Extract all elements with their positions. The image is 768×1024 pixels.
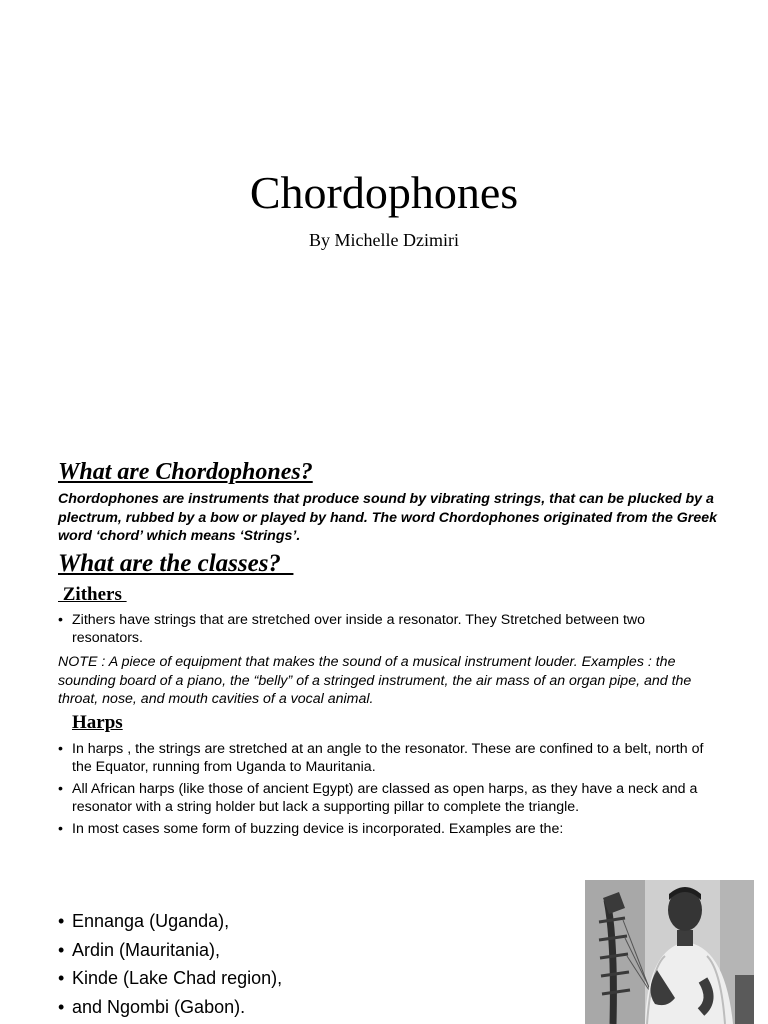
list-item-text: All African harps (like those of ancient Egypt) are classed as open harps, as they have a neck and a resonator with a string holder but lack a supporting pillar to complete the triangle. <box>72 781 698 815</box>
list-item <box>58 781 718 816</box>
list-item-text: Zithers have strings that are stretched over inside a resonator. They Stretched between two resonators. <box>72 612 646 646</box>
heading-what-are-chordophones: What are Chordophones? <box>58 459 313 485</box>
resonator-note: NOTE : A piece of equipment that makes the sound of a musical instrument louder. Examples : the sounding board of a piano, the “belly” of a stringed instrument, the air mass of an organ pipe, and the throat, nose, and mouth cavities of a vocal animal. <box>58 654 692 707</box>
list-item-text: In most cases some form of buzzing device is incorporated. Examples are the: <box>72 821 564 837</box>
bullet-marker: • <box>58 741 63 757</box>
bullet-marker: • <box>58 821 63 837</box>
list-item-text: Ardin (Mauritania), <box>72 939 221 960</box>
harp-examples-list <box>58 907 558 1021</box>
intro-paragraph: Chordophones are instruments that produce sound by vibrating strings, that can be plucked by a plectrum, rubbed by a bow or played by hand. The word Chordophones originated from the Greek word ‘chord’ which means ‘Strings’. <box>58 491 717 544</box>
heading-zithers: Zithers <box>58 584 127 605</box>
heading-harps: Harps <box>72 712 123 733</box>
list-item-text: In harps , the strings are stretched at an angle to the resonator. These are confined to a belt, north of the Equator, running from Uganda to Mauritania. <box>72 741 704 775</box>
list-item <box>58 741 718 776</box>
list-item <box>58 907 558 936</box>
list-item <box>58 821 718 839</box>
harps-bullet-list <box>58 741 718 844</box>
harp-player-photo <box>585 880 754 1024</box>
list-item-text: Kinde (Lake Chad region), <box>72 968 283 988</box>
list-item <box>58 993 558 1022</box>
list-item <box>58 964 558 993</box>
list-item <box>58 612 718 647</box>
heading-what-are-the-classes: What are the classes? <box>58 550 294 577</box>
zithers-bullet-list <box>58 612 718 647</box>
list-item-text: Ennanga (Uganda), <box>72 911 230 931</box>
slide-subtitle: By Michelle Dzimiri <box>309 230 459 250</box>
list-item <box>58 936 558 965</box>
bullet-marker: • <box>58 781 63 797</box>
harp-player-illustration <box>585 880 754 1024</box>
bullet-marker: • <box>58 911 65 931</box>
bullet-marker: • <box>58 996 65 1017</box>
list-item-text: and Ngombi (Gabon). <box>72 996 246 1017</box>
bullet-marker: • <box>58 612 63 628</box>
bullet-marker: • <box>58 968 65 988</box>
bullet-marker: • <box>58 939 65 960</box>
slide-title: Chordophones <box>249 167 519 218</box>
